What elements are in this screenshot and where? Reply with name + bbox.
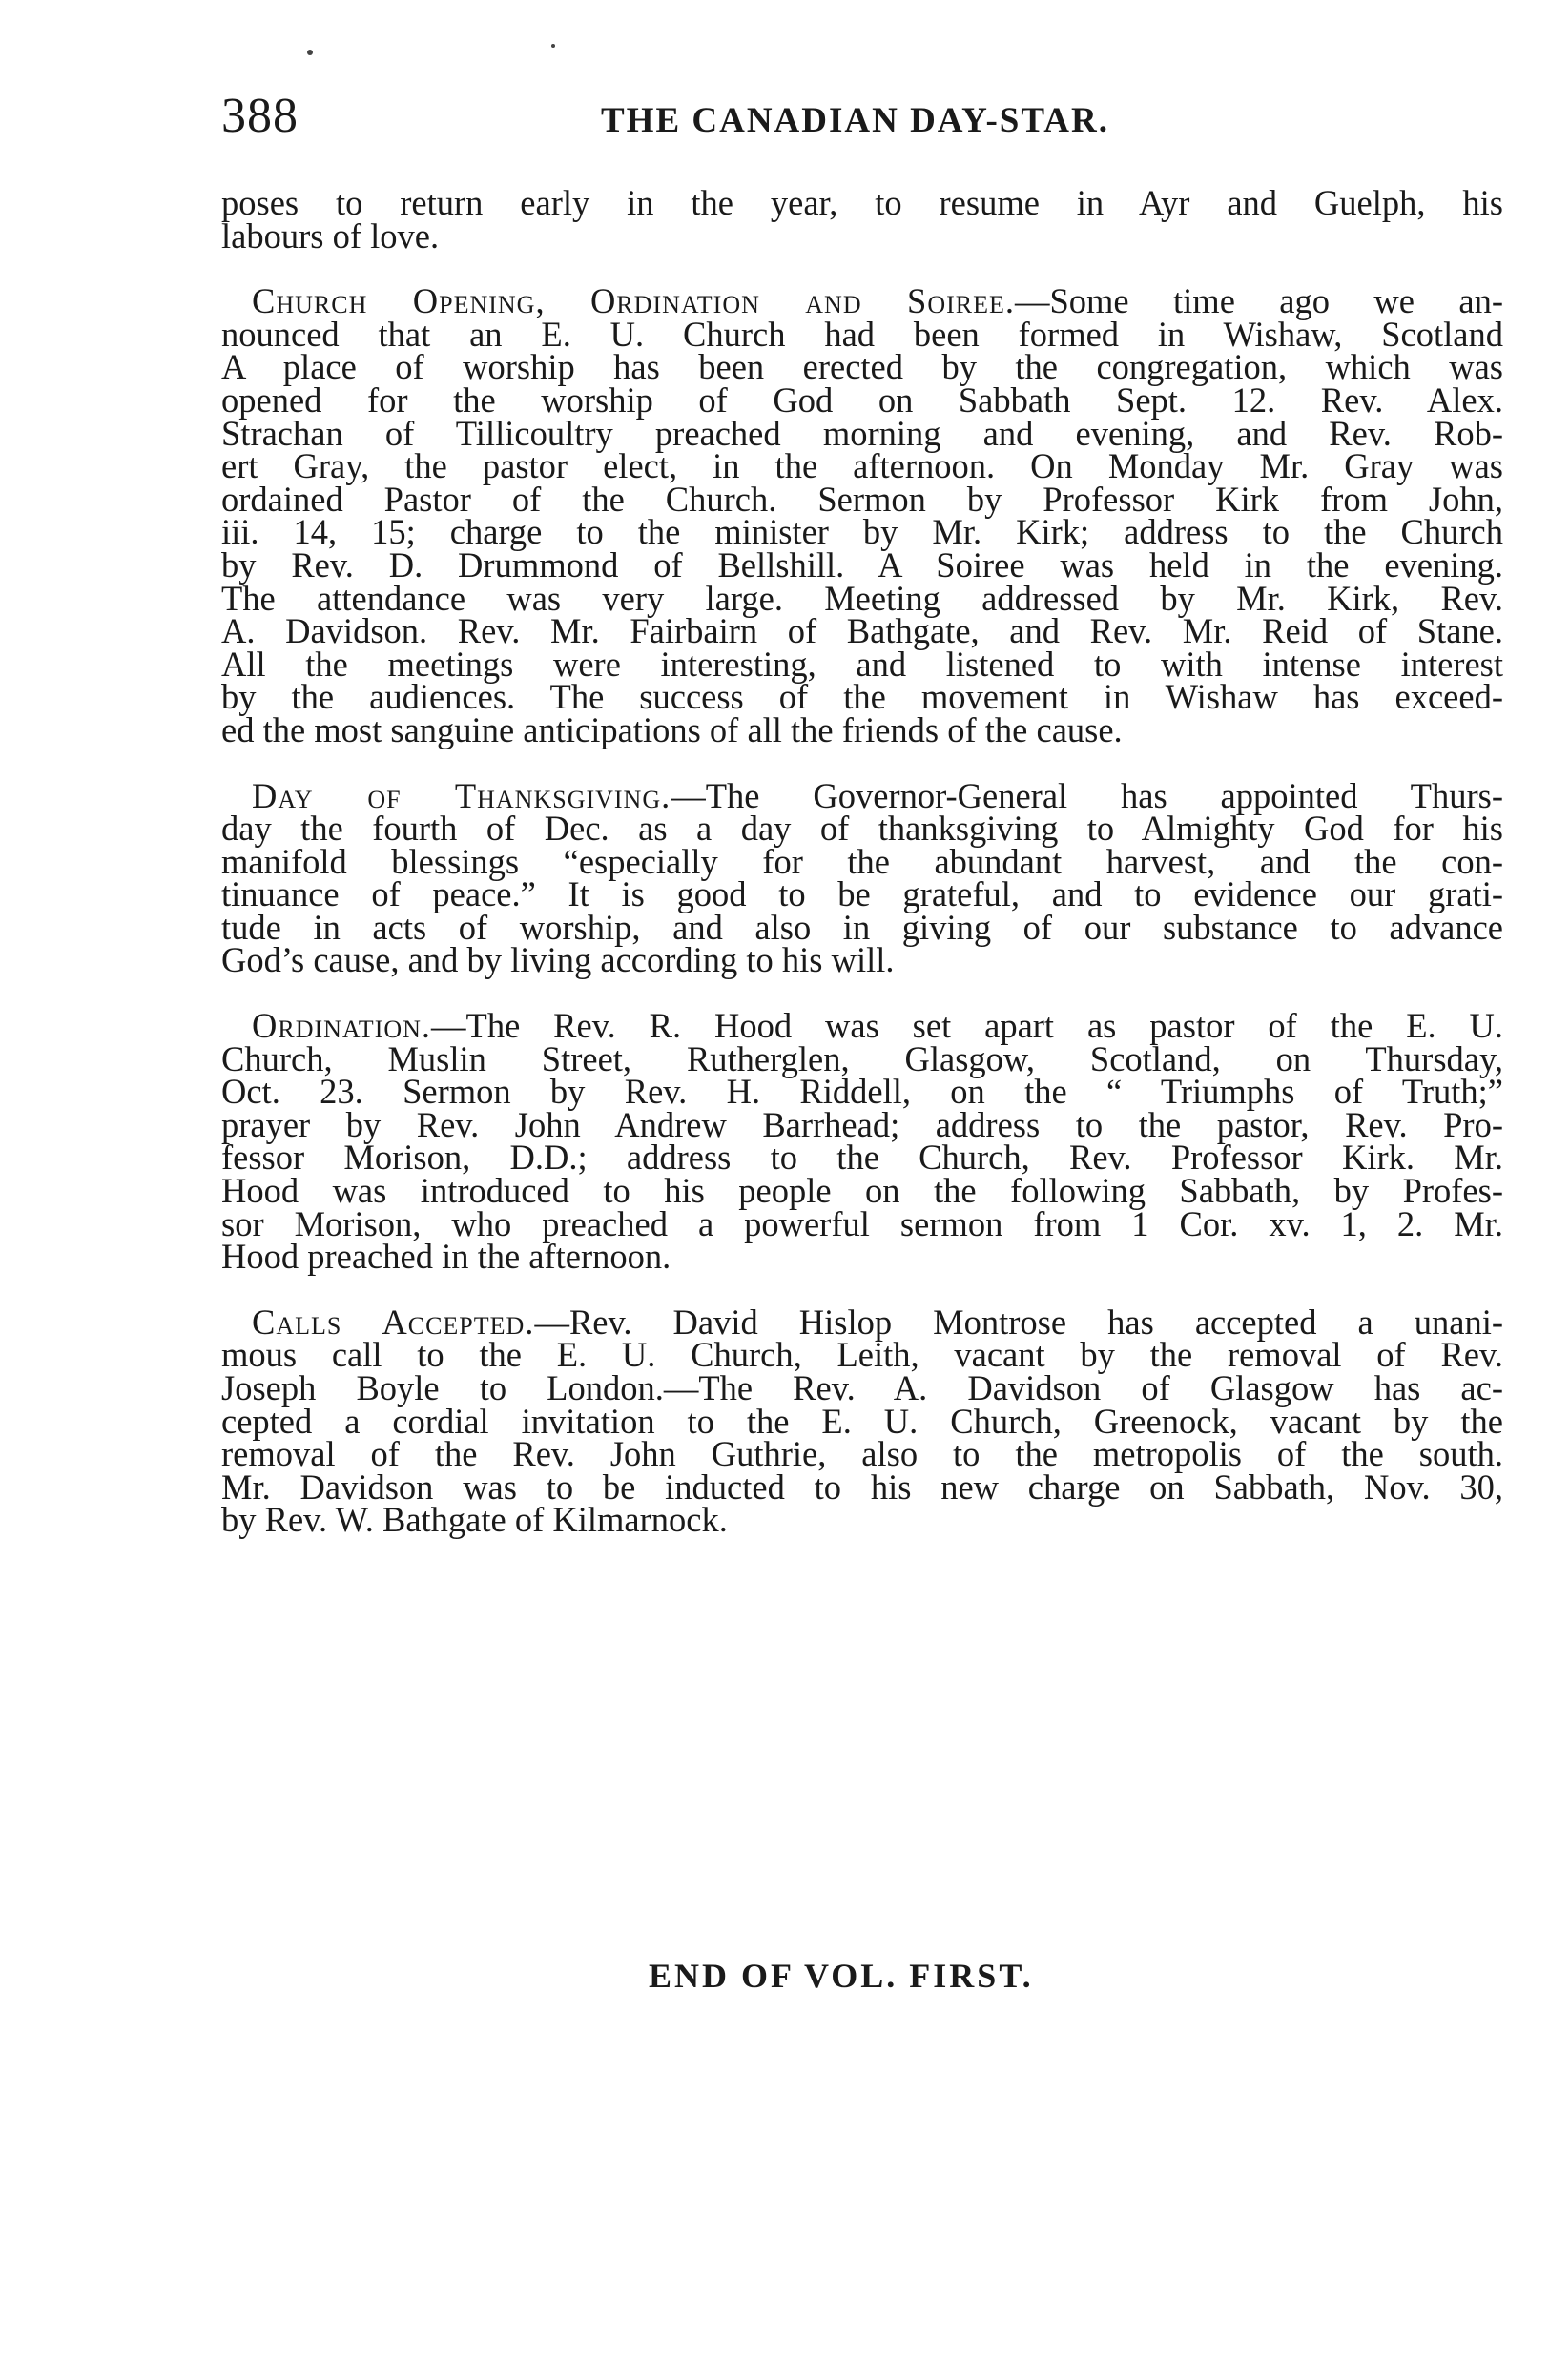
- news-paragraph: [221, 775, 1503, 980]
- line-text: sor Morison, who preached a powerful sermon from 1 Cor. xv. 1, 2. Mr.: [221, 1203, 1503, 1243]
- article-body: [221, 183, 1503, 1540]
- text-line: [221, 1434, 1503, 1474]
- line-text: poses to return early in the year, to resume in Ayr and Guelph, his: [221, 183, 1503, 222]
- ink-speck: [551, 44, 555, 48]
- line-text: —Rev. David Hislop Montrose has accepted a unani-: [534, 1302, 1503, 1342]
- text-line: [221, 1335, 1503, 1375]
- text-line: [221, 940, 1503, 980]
- ink-speck: [307, 50, 313, 55]
- text-line: [221, 907, 1503, 947]
- text-line: [221, 1038, 1503, 1078]
- text-line: [221, 380, 1503, 420]
- line-text: A. Davidson. Rev. Mr. Fairbairn of Bathgate, and Rev. Mr. Reid of Stane.: [221, 611, 1503, 651]
- text-line: [221, 1302, 1503, 1342]
- text-line: [221, 874, 1503, 914]
- text-line: [221, 215, 1503, 256]
- line-text: Hood was introduced to his people on the following Sabbath, by Profes-: [221, 1171, 1503, 1211]
- line-text: —Some time ago we an-: [1014, 281, 1503, 321]
- line-text: The attendance was very large. Meeting addressed by Mr. Kirk, Rev.: [221, 578, 1503, 618]
- line-text: manifold blessings “especially for the abundant harvest, and the con-: [221, 841, 1503, 881]
- line-text: ert Gray, the pastor elect, in the afternoon. On Monday Mr. Gray was: [221, 446, 1503, 486]
- text-line: [221, 1171, 1503, 1211]
- text-line: [221, 1203, 1503, 1243]
- line-text: A place of worship has been erected by the congregation, which was: [221, 347, 1503, 387]
- text-line: [221, 775, 1503, 815]
- line-text: ed the most sanguine anticipations of all the friends of the cause.: [221, 709, 1123, 749]
- line-text: labours of love.: [221, 215, 440, 256]
- line-text: Church, Muslin Street, Rutherglen, Glasgow, Scotland, on Thursday,: [221, 1038, 1503, 1078]
- line-text: Strachan of Tillicoultry preached morning and evening, and Rev. Rob-: [221, 413, 1503, 453]
- line-text: All the meetings were interesting, and listened to with intense interest: [221, 644, 1503, 684]
- text-line: [221, 1368, 1503, 1407]
- line-text: ordained Pastor of the Church. Sermon by Professor Kirk from John,: [221, 479, 1503, 519]
- end-of-volume-note: END OF VOL. FIRST.: [649, 1957, 1034, 1995]
- paragraph-heading: Calls Accepted.: [252, 1302, 535, 1342]
- line-text: day the fourth of Dec. as a day of thanksgiving to Almighty God for his: [221, 809, 1503, 849]
- text-line: [221, 709, 1503, 749]
- line-text: by the audiences. The success of the movement in Wishaw has exceed-: [221, 677, 1503, 717]
- news-paragraph: [221, 281, 1503, 749]
- line-text: prayer by Rev. John Andrew Barrhead; address to the pastor, Rev. Pro-: [221, 1104, 1503, 1144]
- paragraph-heading: Ordination.: [252, 1006, 432, 1046]
- text-line: [221, 1500, 1503, 1540]
- text-line: [221, 446, 1503, 486]
- running-head: [221, 88, 1503, 154]
- text-line: [221, 413, 1503, 453]
- text-line: [221, 1104, 1503, 1144]
- line-text: by Rev. W. Bathgate of Kilmarnock.: [221, 1500, 728, 1540]
- text-line: [221, 1138, 1503, 1178]
- continued-paragraph: [221, 183, 1503, 256]
- text-line: [221, 314, 1503, 354]
- line-text: God’s cause, and by living according to his will.: [221, 940, 895, 980]
- text-line: [221, 183, 1503, 222]
- line-text: nounced that an E. U. Church had been formed in Wishaw, Scotland: [221, 314, 1503, 354]
- text-line: [221, 1006, 1503, 1046]
- news-paragraph: [221, 1302, 1503, 1540]
- line-text: mous call to the E. U. Church, Leith, vacant by the removal of Rev.: [221, 1335, 1503, 1375]
- line-text: fessor Morison, D.D.; address to the Church, Rev. Professor Kirk. Mr.: [221, 1138, 1503, 1178]
- line-text: by Rev. D. Drummond of Bellshill. A Soiree was held in the evening.: [221, 544, 1503, 585]
- line-text: removal of the Rev. John Guthrie, also to the metropolis of the south.: [221, 1434, 1503, 1474]
- text-line: [221, 677, 1503, 717]
- running-title: THE CANADIAN DAY-STAR.: [601, 101, 1109, 140]
- text-line: [221, 281, 1503, 321]
- line-text: cepted a cordial invitation to the E. U. Church, Greenock, vacant by the: [221, 1401, 1503, 1441]
- text-line: [221, 1467, 1503, 1507]
- line-text: tinuance of peace.” It is good to be grateful, and to evidence our grati-: [221, 874, 1503, 914]
- text-line: [221, 809, 1503, 849]
- text-line: [221, 1237, 1503, 1277]
- text-line: [221, 611, 1503, 651]
- paragraph-heading: Church Opening, Ordination and Soiree.: [252, 281, 1015, 321]
- paragraph-heading: Day of Thanksgiving.: [252, 775, 671, 815]
- line-text: iii. 14, 15; charge to the minister by Mr. Kirk; address to the Church: [221, 512, 1503, 552]
- text-line: [221, 347, 1503, 387]
- line-text: —The Rev. R. Hood was set apart as pastor of the E. U.: [431, 1006, 1503, 1046]
- line-text: Joseph Boyle to London.—The Rev. A. Davidson of Glasgow has ac-: [221, 1368, 1503, 1407]
- text-line: [221, 644, 1503, 684]
- text-line: [221, 1401, 1503, 1441]
- line-text: opened for the worship of God on Sabbath Sept. 12. Rev. Alex.: [221, 380, 1503, 420]
- line-text: Oct. 23. Sermon by Rev. H. Riddell, on the “ Triumphs of Truth;”: [221, 1072, 1503, 1112]
- line-text: Mr. Davidson was to be inducted to his new charge on Sabbath, Nov. 30,: [221, 1467, 1503, 1507]
- news-paragraph: [221, 1006, 1503, 1277]
- text-line: [221, 544, 1503, 585]
- text-line: [221, 841, 1503, 881]
- line-text: —The Governor-General has appointed Thurs-: [671, 775, 1503, 815]
- text-line: [221, 512, 1503, 552]
- line-text: tude in acts of worship, and also in giving of our substance to advance: [221, 907, 1503, 947]
- text-line: [221, 479, 1503, 519]
- text-line: [221, 578, 1503, 618]
- text-line: [221, 1072, 1503, 1112]
- page-number: 388: [221, 89, 299, 143]
- line-text: Hood preached in the afternoon.: [221, 1237, 671, 1277]
